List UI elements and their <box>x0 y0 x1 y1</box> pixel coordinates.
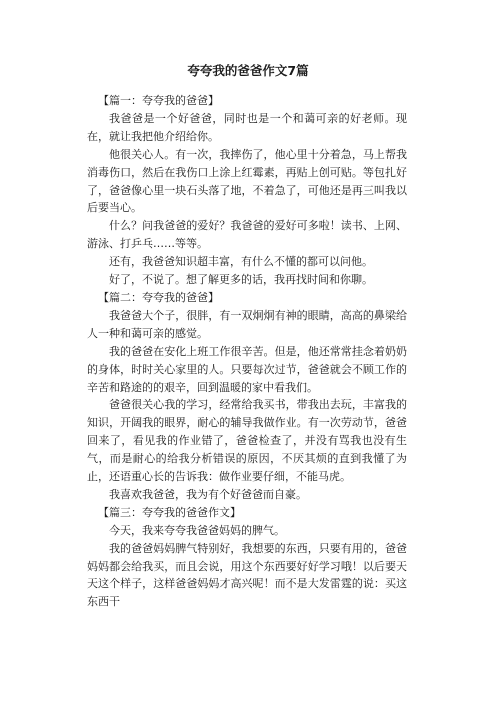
document-title: 夸夸我的爸爸作文7篇 <box>187 63 309 78</box>
paragraph: 我喜欢我爸爸，我为有个好爸爸而自豪。 <box>109 487 307 501</box>
section-heading: 【篇三：夸夸我的爸爸作文】 <box>98 505 241 519</box>
paragraph: 好了，不说了。想了解更多的话，我再找时间和你聊。 <box>109 273 373 287</box>
paragraph: 我爸爸大个子，很胖，有一双炯炯有神的眼睛，高高的鼻梁给人一种和蔼可亲的感觉。 <box>87 308 407 340</box>
paragraph: 还有，我爸爸知识超丰富，有什么不懂的都可以问他。 <box>109 255 373 269</box>
paragraph: 我的爸爸在安化上班工作很辛苦。但是，他还常常挂念着奶奶的身体，时时关心家里的人。只要每次过节，爸爸就会不顾工作的辛苦和路途的的艰辛，回到温暖的家中看我们。 <box>87 344 407 394</box>
paragraph: 爸爸很关心我的学习，经常给我买书，带我出去玩，丰富我的知识，开阔我的眼界，耐心的辅导我做作业。有一次劳动节，爸爸回来了，看见我的作业错了，爸爸检查了，并没有骂我也没有生气，而是耐心的给我分析错误的原因，不厌其烦的直到我懂了为止，还语重心长的告诉我：做作业要仔细，不能马虎。 <box>87 398 407 484</box>
paragraph: 他很关心人。有一次，我摔伤了，他心里十分着急，马上帮我消毒伤口，然后在我伤口上涂上红霉素，再贴上创可贴。等包扎好了，爸爸像心里一块石头落了地，不着急了，可他还是再三叫我以后要当心。 <box>87 147 407 215</box>
paragraph: 我爸爸是一个好爸爸，同时也是一个和蔼可亲的好老师。现在，就让我把他介绍给你。 <box>87 111 407 143</box>
document-body <box>87 92 407 611</box>
section-heading: 【篇二：夸夸我的爸爸】 <box>98 290 219 304</box>
paragraph: 什么？问我爸爸的爱好？我爸爸的爱好可多啦！读书、上网、游泳、打乒乓……等等。 <box>87 219 407 251</box>
paragraph: 今天，我来夸夸我爸爸妈妈的脾气。 <box>109 523 285 537</box>
paragraph: 我的爸爸妈妈脾气特别好，我想要的东西，只要有用的，爸爸妈妈都会给我买，而且会说，用这个东西要好好学习哦！以后要天天这个样子，这样爸爸妈妈才高兴呢！而不是大发雷霆的说：买这东西干 <box>87 541 407 609</box>
section-heading: 【篇一：夸夸我的爸爸】 <box>98 94 219 107</box>
